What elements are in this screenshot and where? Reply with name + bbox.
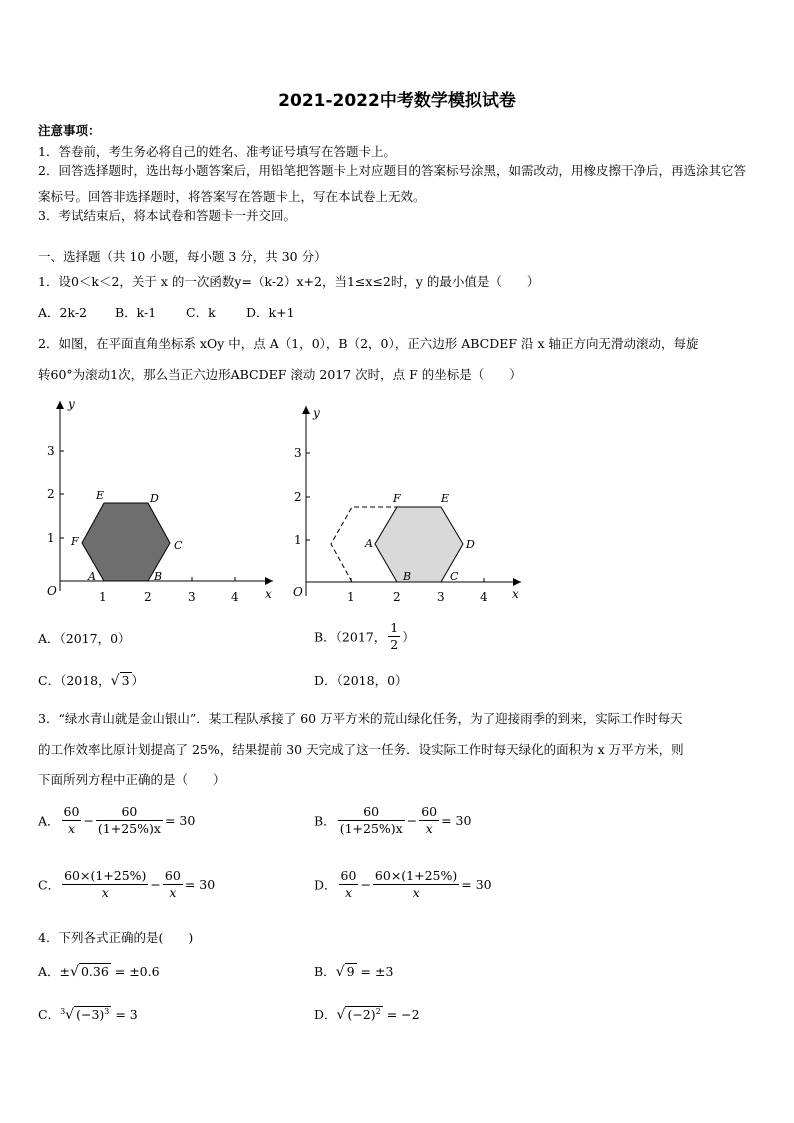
fig2-vertex-b: B	[403, 570, 412, 583]
fig2-x-tick-3: 3	[437, 590, 445, 604]
q2-option-c: C．（2018，√ 3 ）	[38, 673, 145, 689]
notice-item-2: 2．回答选择题时，选出每小题答案后，用铅笔把答题卡上对应题目的答案标号涂黑，如需改动，用橡皮擦干净后，再选涂其它答案标号。回答非选择题时，将答案写在答题卡上，写在本试卷上无效。	[38, 163, 746, 204]
fig2-origin-label: O	[293, 585, 303, 599]
fig1-origin-label: O	[47, 584, 57, 598]
q3-option-a: A． $\frac{60}{x}$ − $\frac{60}{(1+25\%)x}$ = 30	[38, 804, 196, 836]
question-3-line2: 的工作效率比原计划提高了 25%，结果提前 30 天完成了这一任务．设实际工作时每天绿化的面积为 x 万平方米，则	[38, 742, 684, 757]
fig1-vertex-f: F	[71, 535, 79, 548]
fig2-vertex-a: A	[365, 537, 373, 550]
fig2-vertex-d: D	[466, 538, 475, 551]
fig1-y-tick-2: 2	[47, 487, 55, 501]
q2-option-d: D．（2018，0）	[314, 673, 408, 688]
notice-item-3: 3．考试结束后，将本试卷和答题卡一并交回。	[38, 208, 296, 223]
question-2-stem-line2: 转60°为滚动1次，那么当正六边形ABCDEF 滚动 2017 次时，点 F 的坐标是（ ）	[38, 367, 522, 382]
q4-option-d: D．√ $(-2)^2 = -2$	[314, 1006, 420, 1023]
fig2-y-tick-2: 2	[294, 490, 302, 504]
q3-option-c: C． $\frac{60\times(1+25\%)}{x}$ − $\frac{60}{x}$ = 30	[38, 868, 216, 900]
fig2-y-tick-3: 3	[294, 446, 302, 460]
fig1-vertex-e: E	[96, 489, 105, 502]
fig2-vertex-e: E	[441, 492, 450, 505]
page-title: 2021-2022中考数学模拟试卷	[278, 91, 516, 111]
q2-option-b: B．（2017， $\frac{1}{2}$ ）	[314, 620, 415, 652]
fig1-x-tick-3: 3	[188, 590, 196, 604]
fig1-x-tick-2: 2	[144, 590, 152, 604]
fig1-y-tick-3: 3	[47, 444, 55, 458]
fig2-x-tick-2: 2	[393, 590, 401, 604]
figure-1-hexagon-start	[38, 395, 283, 610]
section-heading: 一、选择题（共 10 小题，每小题 3 分，共 30 分）	[38, 249, 327, 264]
question-4-stem: 4．下列各式正确的是( )	[38, 930, 194, 945]
fig2-vertex-c: C	[450, 570, 459, 583]
q4-option-a: A．±√ 0.36 = ±0.6	[38, 964, 160, 980]
fig2-y-tick-1: 1	[294, 533, 302, 547]
fig2-x-tick-1: 1	[347, 590, 355, 604]
notice-heading: 注意事项：	[38, 123, 101, 138]
fig2-vertex-f: F	[393, 492, 401, 505]
q1-option-c: C．k	[186, 305, 216, 320]
fig1-x-tick-1: 1	[99, 590, 107, 604]
q4-option-c: C．$^3$√ $(-3)^3 = 3$	[38, 1006, 138, 1023]
fig1-y-tick-1: 1	[47, 531, 55, 545]
q2-option-a: A．（2017，0）	[38, 631, 131, 646]
fig2-x-label: x	[512, 587, 519, 601]
fig1-vertex-d: D	[150, 492, 159, 505]
fig2-x-tick-4: 4	[480, 590, 488, 604]
q1-option-d: D．k+1	[246, 305, 295, 320]
question-1-stem: 1．设0＜k＜2，关于 x 的一次函数y=（k-2）x+2，当1≤x≤2时，y 的最小值是（ ）	[38, 274, 540, 289]
fig1-y-label: y	[68, 397, 75, 411]
q1-option-a: A．2k-2	[38, 305, 88, 320]
fig1-vertex-b: B	[154, 570, 163, 583]
fig1-x-label: x	[265, 587, 272, 601]
question-2-stem-line1: 2．如图，在平面直角坐标系 xOy 中，点 A（1，0），B（2，0），正六边形 ABCDEF 沿 x 轴正方向无滑动滚动，每旋	[38, 336, 699, 351]
fig1-vertex-c: C	[174, 539, 183, 552]
figure-2-hexagon-rolled	[285, 400, 530, 610]
question-3-line3: 下面所列方程中正确的是（ ）	[38, 772, 226, 787]
fig1-vertex-a: A	[88, 570, 96, 583]
question-3-line1: 3．“绿水青山就是金山银山”．某工程队承接了 60 万平方米的荒山绿化任务，为了迎接雨季的到来，实际工作时每天	[38, 711, 683, 726]
fig1-x-tick-4: 4	[231, 590, 239, 604]
q3-option-d: D． $\frac{60}{x}$ − $\frac{60\times(1+25\%)}{x}$ = 30	[314, 868, 492, 900]
fig2-y-label: y	[313, 406, 320, 420]
q4-option-b: B．√ 9 = ±3	[314, 964, 394, 980]
q3-option-b: B． $\frac{60}{(1+25\%)x}$ − $\frac{60}{x}$ = 30	[314, 804, 472, 836]
notice-item-1: 1．答卷前，考生务必将自己的姓名、准考证号填写在答题卡上。	[38, 144, 396, 159]
q1-option-b: B．k-1	[115, 305, 157, 320]
